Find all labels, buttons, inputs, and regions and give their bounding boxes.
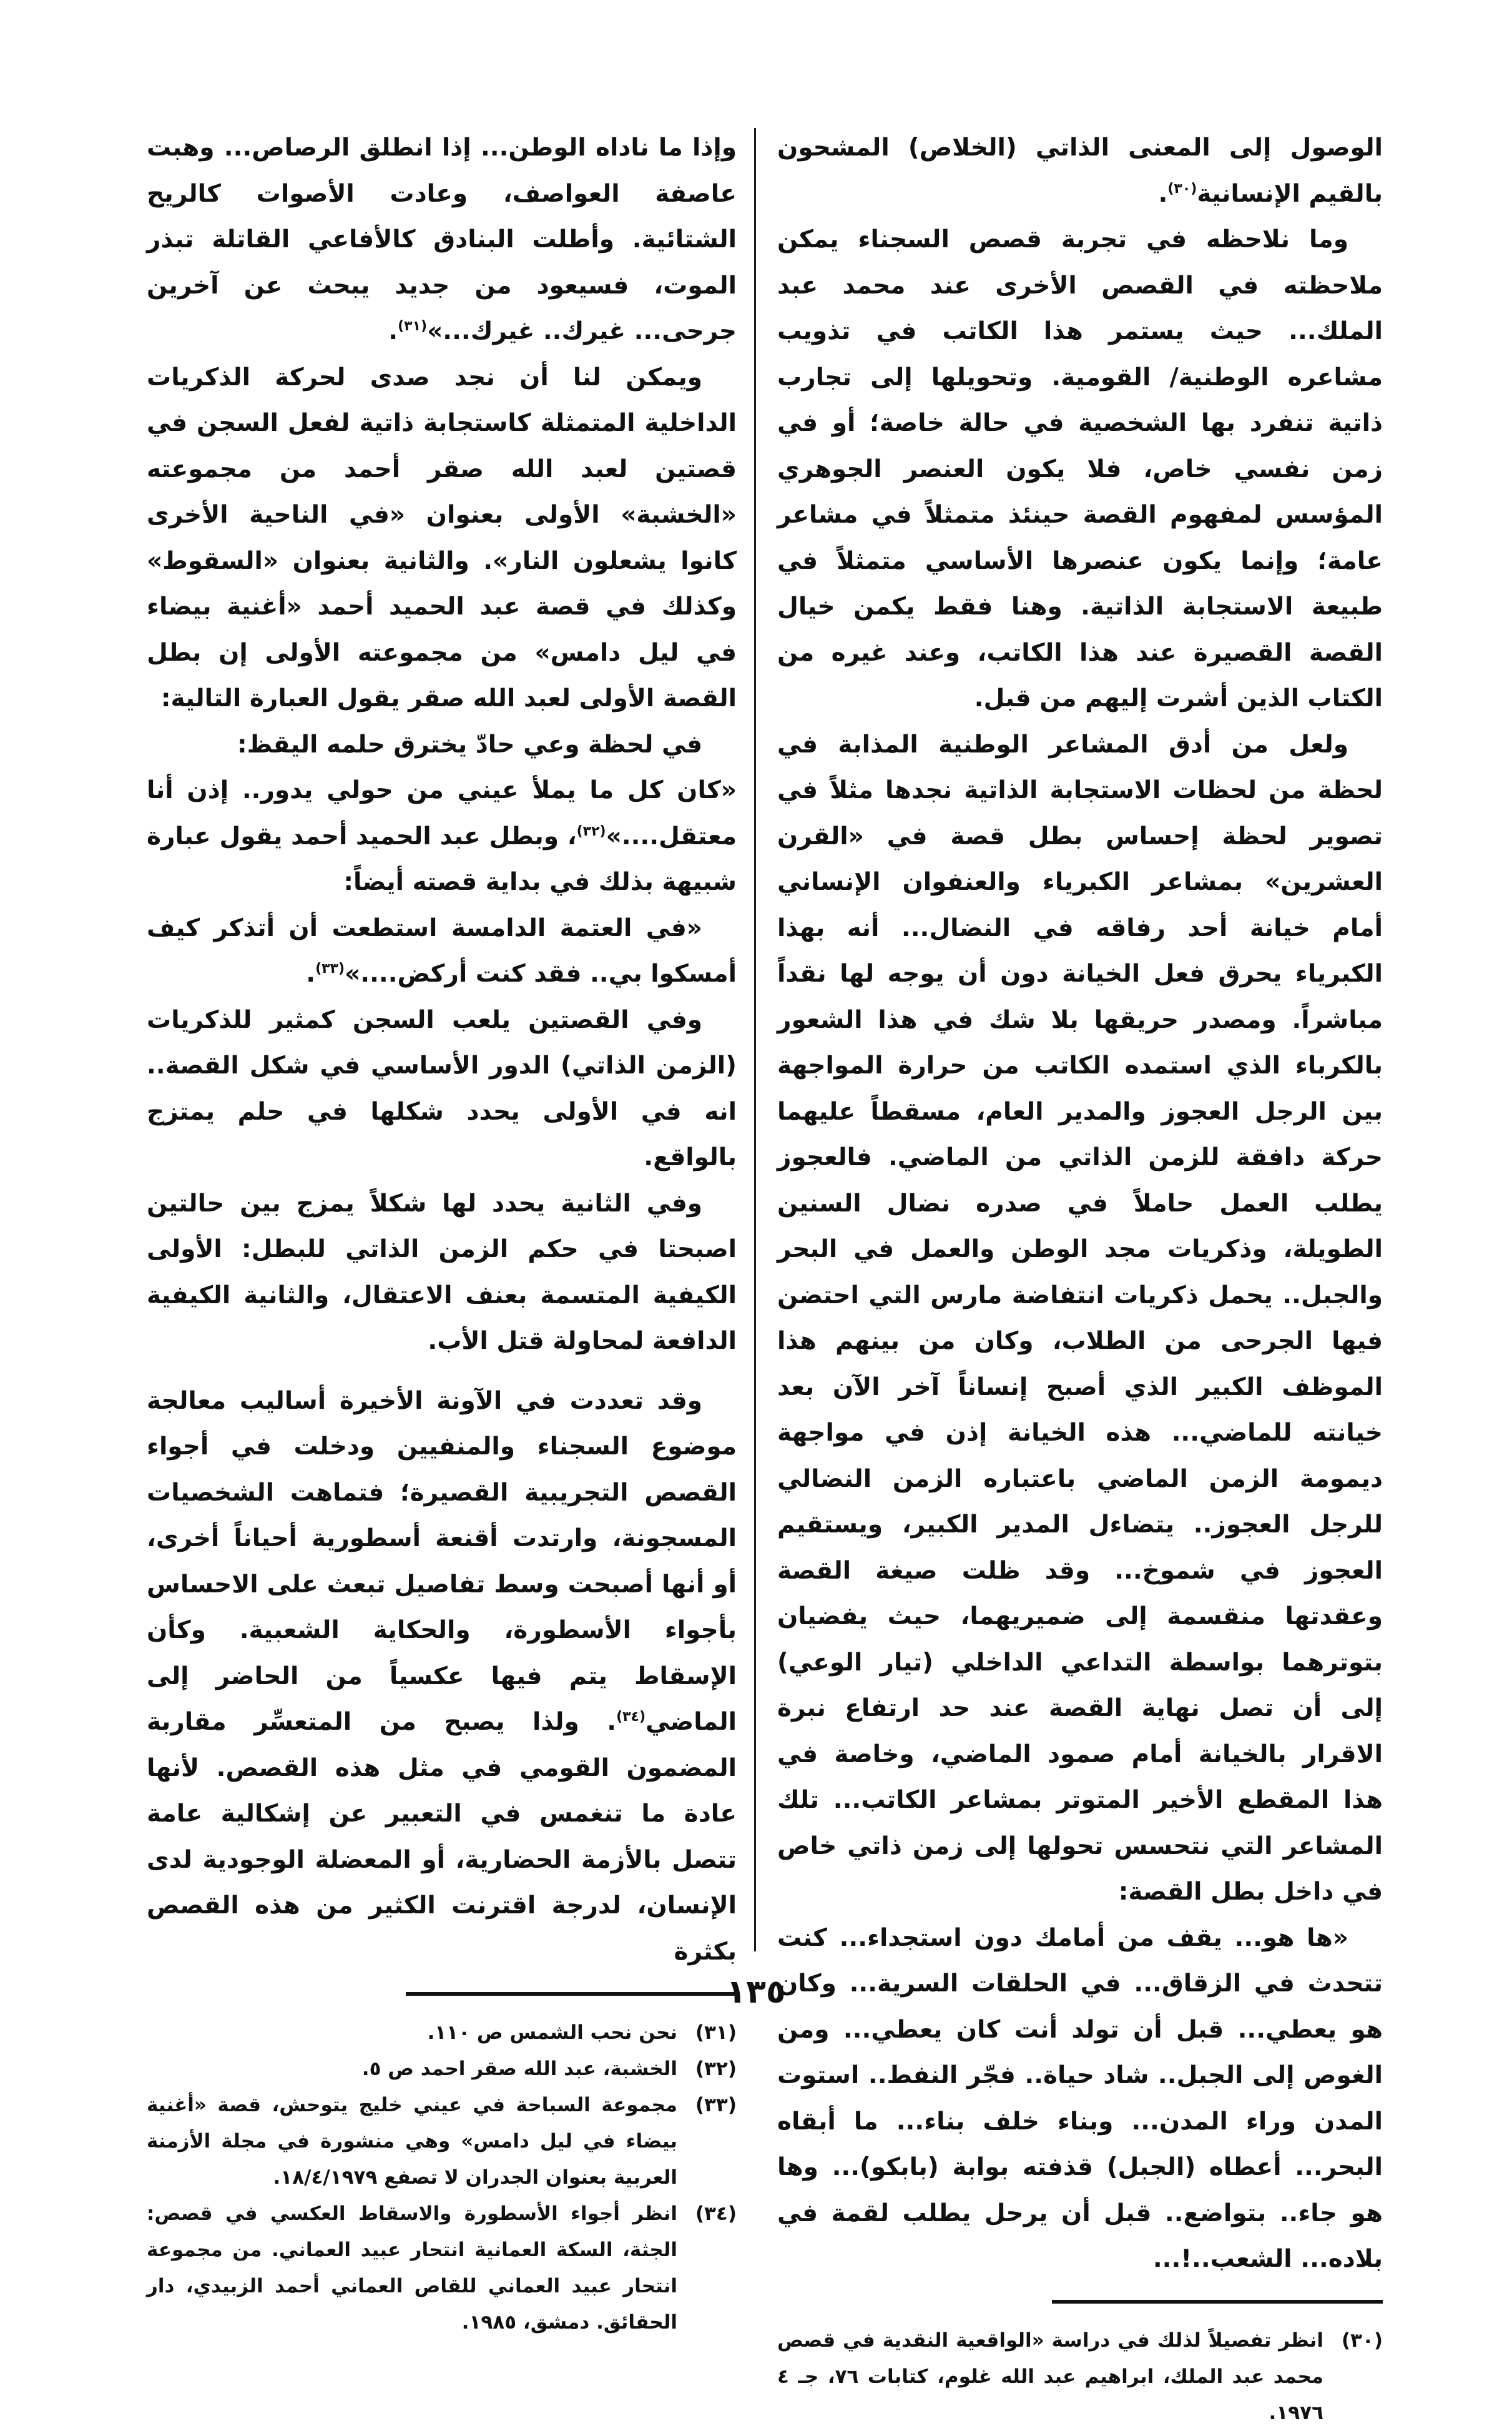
paragraph: وقد تعددت في الآونة الأخيرة أساليب معالجة موضوع السجناء والمنفيين ودخلت في أجواء القصص التجريبية القصيرة؛ فتماهت الشخصيات المسجونة، وارتدت أقنعة أسطورية أحياناً أخرى، أو أنها أصبحت وسط تفاصيل تبعث على الاحساس بأجواء الأسطورة، والحكاية الشعبية. وكأن الإسقاط يتم فيها عكسياً من الحاضر إلى الماضي$^{(٣٤)}$. ولذا يصبح من المتعسِّر مقاربة المضمون القومي في مثل هذه القصص. لأنها عادة ما تنغمس في التعبير عن إشكالية عامة تتصل بالأزمة الحضارية، أو المعضلة الوجودية لدى الإنسان، لدرجة اقترنت الكثير من هذه القصص بكثرة [147, 1386, 737, 1966]
footnote-text: الخشبة، عبد الله صقر احمد ص ٥. [361, 2058, 677, 2080]
right-column [777, 125, 1383, 2431]
footnote-32 [147, 2051, 737, 2087]
quote-paragraph: «في العتمة الدامسة استطعت أن أتذكر كيف أمسكوا بي.. فقد كنت أركض....»$^{(٣٣)}$. [147, 914, 737, 988]
footnote-text: انظر أجواء الأسطورة والاسقاط العكسي في قصص: الجثة، السكة العمانية انتحار عبيد العماني. من مجموعة انتحار عبيد العماني للقاص العماني أحمد الزبيدي، دار الحقائق. دمشق، ١٩٨٥. [147, 2202, 677, 2334]
footnote-divider [1052, 2300, 1383, 2304]
footnote-ref[interactable]: (٣١) [398, 318, 428, 334]
paragraph: ويمكن لنا أن نجد صدى لحركة الذكريات الداخلية المتمثلة كاستجابة ذاتية لفعل السجن في قصتين لعبد الله صقر أحمد من مجموعته «الخشبة» الأولى بعنوان «في الناحية الأخرى كانوا يشعلون النار». والثانية بعنوان «السقوط» وكذلك في قصة عبد الحميد أحمد «أغنية بيضاء في ليل دامس» من مجموعته الأولى إن بطل القصة الأولى لعبد الله صقر يقول العبارة التالية: [147, 363, 737, 713]
right-column-body [777, 125, 1383, 2282]
paragraph: في لحظة وعي حادّ يخترق حلمه اليقظ: [237, 730, 702, 759]
footnote-ref[interactable]: (٣٠) [1167, 180, 1197, 197]
footnote-33 [147, 2087, 737, 2196]
footnotes-right [777, 2322, 1383, 2431]
footnote-text: نحن نحب الشمس ص ١١٠. [427, 2021, 677, 2044]
footnotes-left [147, 2014, 737, 2340]
footnote-number: (٣١) [695, 2021, 737, 2044]
paragraph: وما نلاحظه في تجربة قصص السجناء يمكن ملاحظته في القصص الأخرى عند محمد عبد الملك... حيث يستمر هذا الكاتب في تذويب مشاعره الوطنية/ القومية. وتحويلها إلى تجارب ذاتية تنفرد بها الشخصية في حالة خاصة؛ أو في زمن نفسي خاص، فلا يكون العنصر الجوهري المؤسس لمفهوم القصة حينئذ متمثلاً في مشاعر عامة؛ وإنما يكون عنصرها الأساسي متمثلاً في طبيعة الاستجابة الذاتية. وهنا فقط يكمن خيال القصة القصيرة عند هذا الكاتب، وعند غيره من الكتاب الذين أشرت إليهم من قبل. [777, 225, 1383, 713]
paragraph: وفي القصتين يلعب السجن كمثير للذكريات (الزمن الذاتي) الدور الأساسي في شكل القصة.. انه في الأولى يحدد شكلها في حلم يمتزج بالواقع. [147, 1005, 737, 1171]
left-column-body [147, 125, 737, 1975]
footnote-number: (٣٠) [1341, 2329, 1383, 2352]
footnote-34 [147, 2196, 737, 2340]
paragraph: ولعل من أدق المشاعر الوطنية المذابة في لحظة من لحظات الاستجابة الذاتية نجدها مثلاً في تصوير لحظة إحساس بطل قصة في «القرن العشرين» بمشاعر الكبرياء والعنفوان الإنساني أمام خيانة أحد رفاقه في النضال... أنه بهذا الكبرياء يحرق فعل الخيانة دون أن يوجه لها نقداً مباشراً. ومصدر حريقها بلا شك في هذا الشعور بالكرباء الذي استمده الكاتب من حرارة المواجهة بين الرجل العجوز والمدير العام، مسقطاً عليهما حركة دافقة للزمن الذاتي من الماضي. فالعجوز يطلب العمل حاملاً في صدره نضال السنين الطويلة، وذكريات مجد الوطن والعمل في البحر والجبل.. يحمل ذكريات انتفاضة مارس التي احتضن فيها الجرحى من الطلاب، وكان من بينهم هذا الموظف الكبير الذي أصبح إنساناً آخر الآن بعد خيانته للماضي... هذه الخيانة إذن في مواجهة ديمومة الزمن الماضي باعتباره الزمن النضالي للرجل العجوز.. يتضاءل المدير الكبير، ويستقيم العجوز في شموخ... وقد ظلت صيغة القصة وعقدتها منقسمة إلى ضميريهما، حيث يفضيان بتوترهما بواسطة التداعي الداخلي (تيار الوعي) إلى أن تصل نهاية القصة عند حد ارتفاع نبرة الاقرار بالخيانة أمام صمود الماضي، وخاصة في هذا المقطع الأخير المتوتر بمشاعر الكاتب... تلك المشاعر التي نتحسس تحولها إلى زمن ذاتي خاص في داخل بطل القصة: [777, 730, 1383, 1906]
footnote-text: مجموعة السباحة في عيني خليج يتوحش، قصة «أغنية بيضاء في ليل دامس» وهي منشورة في مجلة الأزمنة العربية بعنوان الجدران لا تصفع ١٨/٤/١٩٧٩. [147, 2094, 677, 2189]
footnote-ref[interactable]: (٣٢) [576, 823, 606, 839]
footnote-number: (٣٢) [695, 2058, 737, 2080]
quote-paragraph: «ها هو... يقف من أمامك دون استجداء... كنت تتحدث في الزقاق... في الحلقات السرية... وكان هو يعطي... قبل أن تولد أنت كان يعطي... ومن الغوص إلى الجبل.. شاد حياة.. فجّر النفط.. استوت المدن وراء المدن... وبناء خلف بناء... ما أبقاه البحر... أعطاه (الجبل) قذفته بوابة (بابكو)... وها هو جاء.. بتواضع.. قبل أن يرحل يطلب لقمة في بلاده... الشعب..!... [777, 1923, 1383, 2273]
footnote-number: (٣٤) [695, 2202, 737, 2225]
footnote-ref[interactable]: (٣٤) [616, 1709, 646, 1725]
footnote-number: (٣٣) [695, 2094, 737, 2116]
footnote-text: انظر تفصيلاً لذلك في دراسة «الواقعية النقدية في قصص محمد عبد الملك، ابراهيم عبد الله غلوم، كتابات ٧٦، جـ ٤ ١٩٧٦. [777, 2329, 1323, 2424]
quote-paragraph: «كان كل ما يملأ عيني من حولي يدور.. إذن أنا معتقل....»$^{(٣٢)}$، وبطل عبد الحميد أحمد يقول عبارة شبيهة بذلك في بداية قصته أيضاً: [147, 776, 737, 896]
page-number: ١٣٥ [726, 1973, 786, 2011]
paragraph: الوصول إلى المعنى الذاتي (الخلاص) المشحون بالقيم الإنسانية$^{(٣٠)}$. [777, 134, 1383, 208]
footnote-ref[interactable]: (٣٣) [315, 961, 345, 977]
quote-paragraph: وإذا ما ناداه الوطن... إذا انطلق الرصاص... وهبت عاصفة العواصف، وعادت الأصوات كالريح الشتائية. وأطلت البنادق كالأفاعي القاتلة تبذر الموت، فسيعود من جديد يبحث عن آخرين جرحى... غيرك.. غيرك...»$^{(٣١)}$. [147, 134, 737, 345]
footnote-30 [777, 2322, 1383, 2431]
column-divider [754, 128, 756, 1951]
footnote-31 [147, 2014, 737, 2051]
paragraph: وفي الثانية يحدد لها شكلاً يمزج بين حالتين اصبحتا في حكم الزمن الذاتي للبطل: الأولى الكيفية المتسمة بعنف الاعتقال، والثانية الكيفية الدافعة لمحاولة قتل الأب. [147, 1189, 737, 1355]
paragraph-gap [147, 1364, 737, 1378]
